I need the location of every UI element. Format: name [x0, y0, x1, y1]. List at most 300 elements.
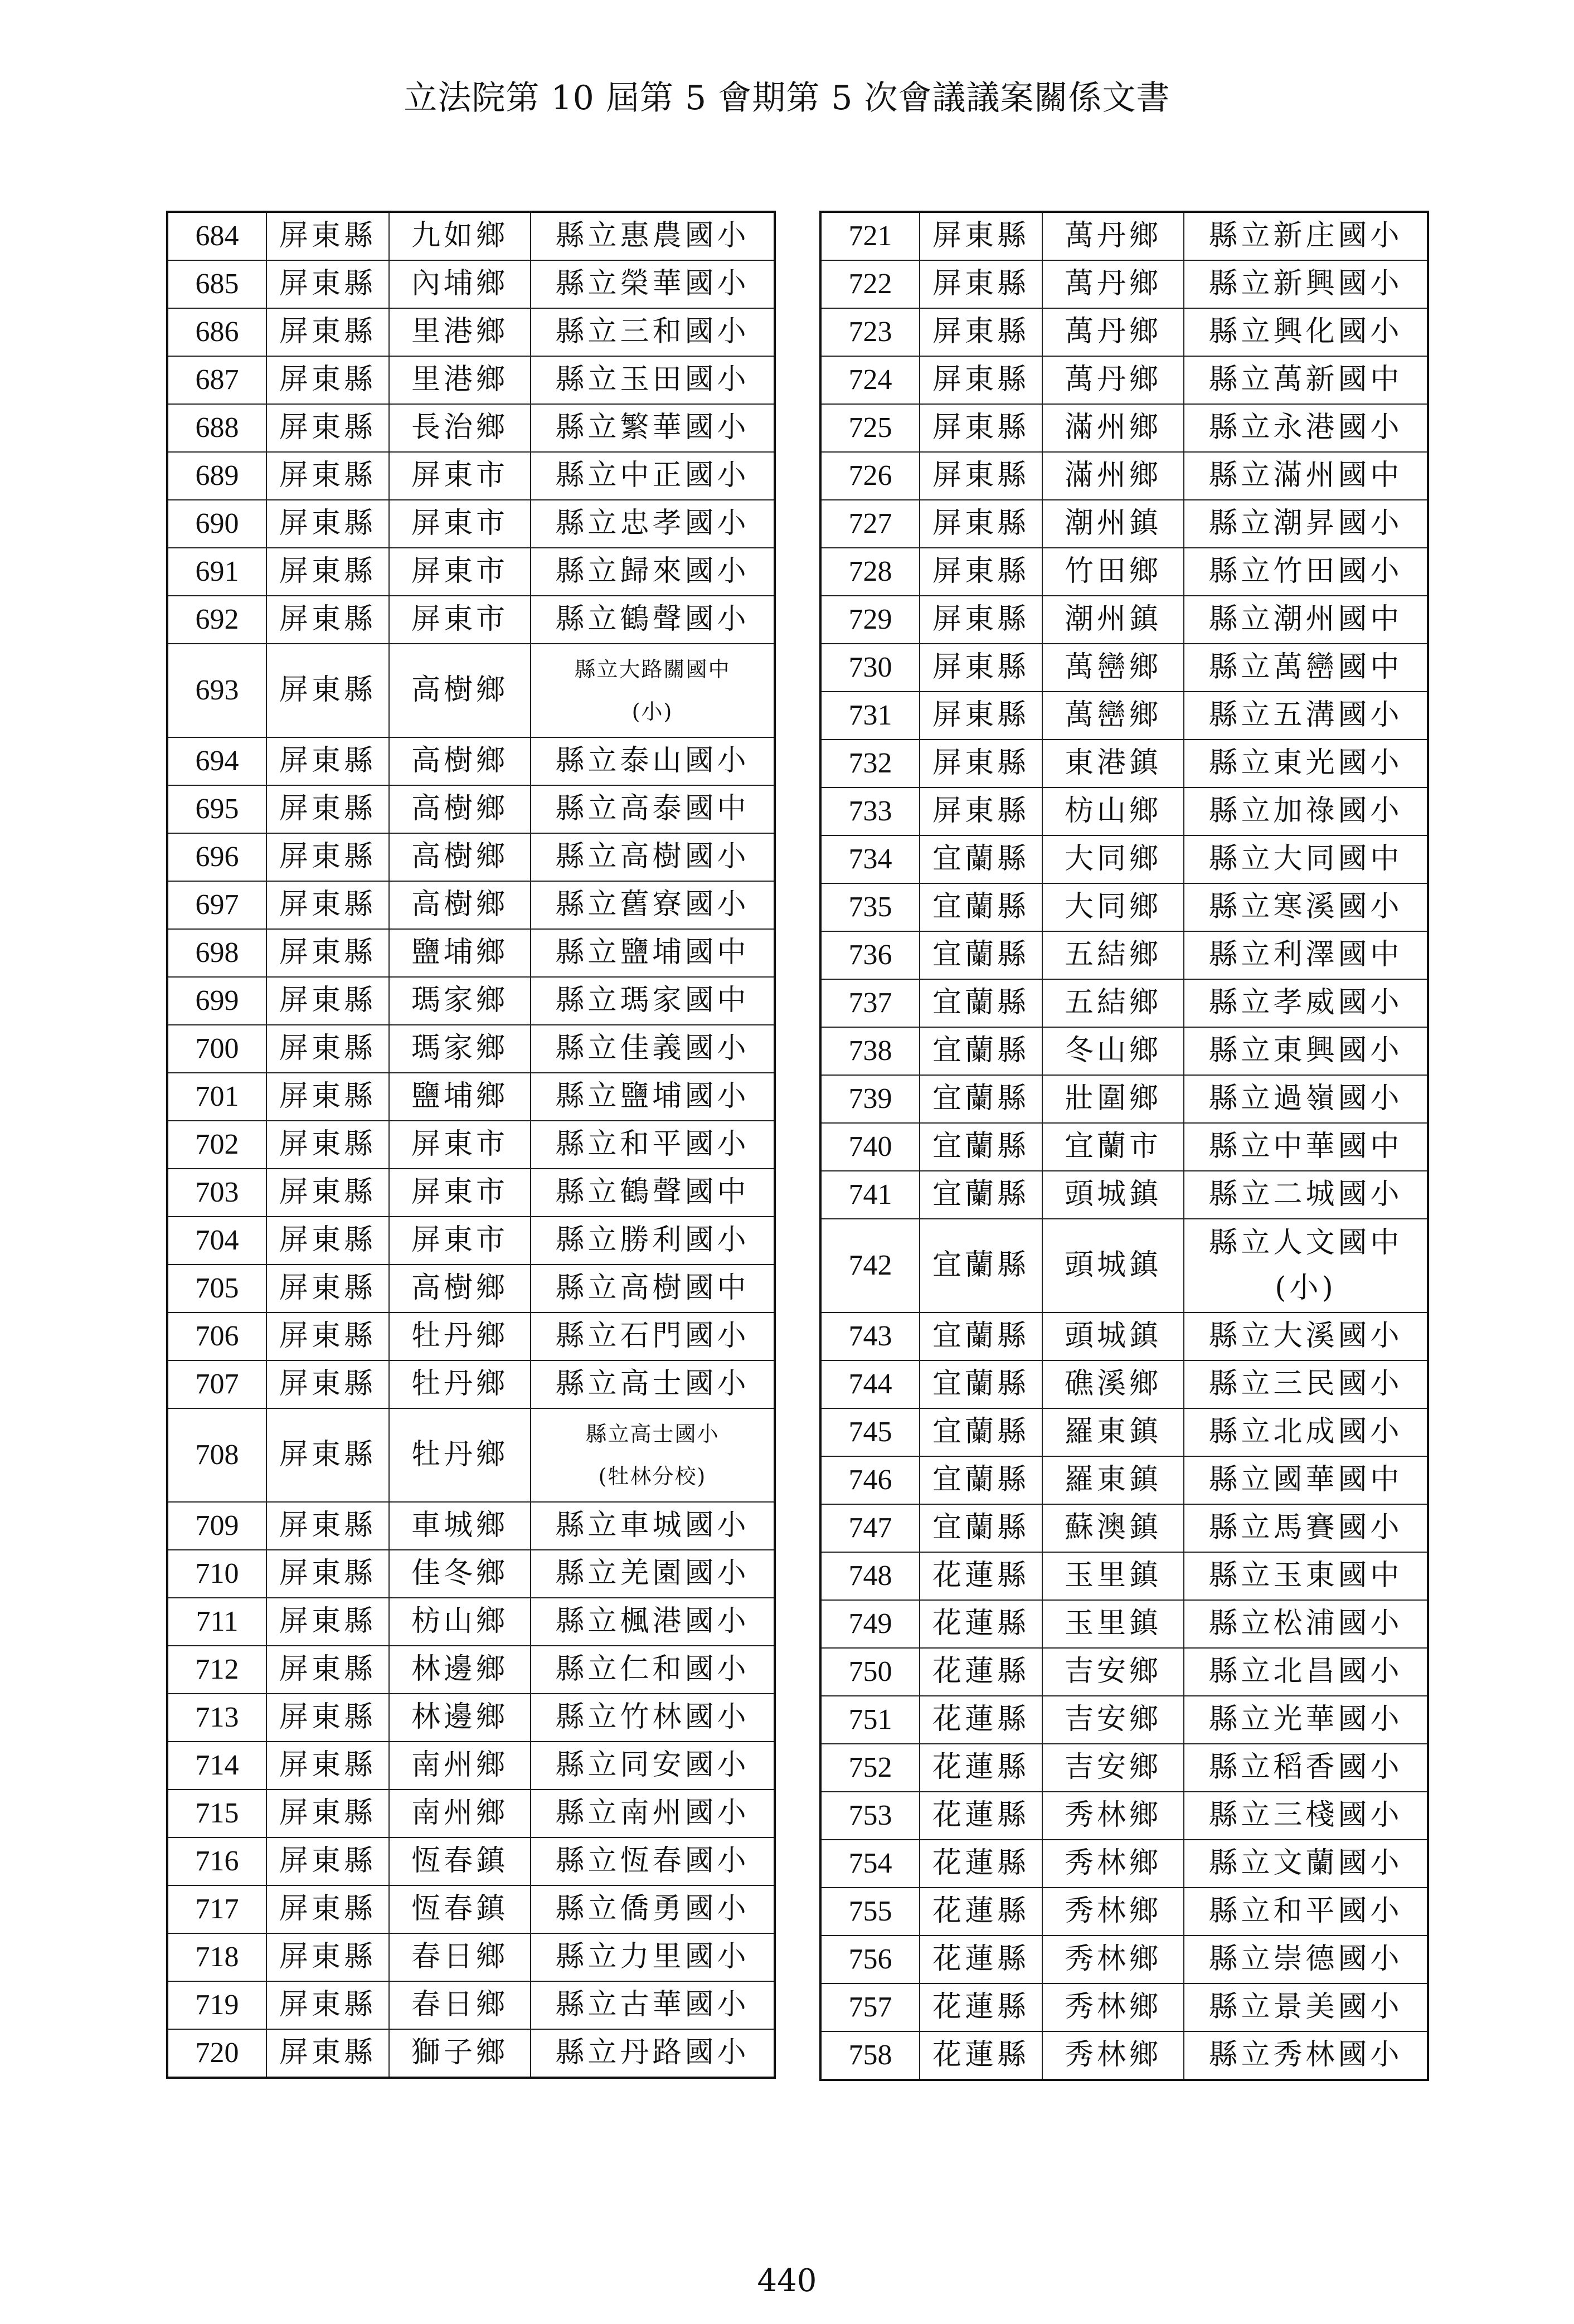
row-number: 694	[167, 737, 266, 785]
county-cell: 宜蘭縣	[920, 1219, 1042, 1312]
row-number: 758	[820, 2031, 920, 2080]
county-cell: 屏東縣	[920, 356, 1042, 404]
township-cell: 頭城鎮	[1042, 1312, 1184, 1360]
table-row	[167, 1837, 775, 1885]
county-cell: 花蓮縣	[920, 1936, 1042, 1983]
school-name-cell: 縣立過嶺國小	[1184, 1075, 1428, 1123]
township-cell: 吉安鄉	[1042, 1744, 1184, 1792]
county-cell: 宜蘭縣	[920, 1027, 1042, 1075]
township-cell: 五結鄉	[1042, 931, 1184, 979]
school-name-cell: 縣立崇德國小	[1184, 1936, 1428, 1983]
county-cell: 宜蘭縣	[920, 1408, 1042, 1456]
row-number: 751	[820, 1696, 920, 1744]
school-name-line: 縣立高士國小	[585, 1422, 720, 1446]
row-number: 699	[167, 977, 266, 1025]
school-name-cell: 縣立國華國中	[1184, 1456, 1428, 1504]
row-number: 697	[167, 881, 266, 929]
township-cell: 潮州鎮	[1042, 500, 1184, 548]
township-cell: 鹽埔鄉	[389, 929, 531, 977]
row-number: 725	[820, 404, 920, 452]
township-cell: 恆春鎮	[389, 1837, 531, 1885]
row-number: 708	[167, 1408, 266, 1502]
table-row	[167, 212, 775, 260]
row-number: 696	[167, 833, 266, 881]
school-name-cell	[1184, 1219, 1428, 1312]
page-number: 440	[757, 2263, 817, 2299]
school-name-cell: 縣立中正國小	[531, 452, 775, 500]
school-name-cell: 縣立松浦國小	[1184, 1600, 1428, 1648]
row-number: 722	[820, 260, 920, 308]
table-row	[820, 1840, 1428, 1888]
table-row	[820, 1504, 1428, 1552]
table-row	[167, 1169, 775, 1217]
table-row	[167, 1981, 775, 2029]
township-cell: 萬丹鄉	[1042, 212, 1184, 260]
township-cell: 內埔鄉	[389, 260, 531, 308]
county-cell: 屏東縣	[266, 1360, 389, 1408]
table-row	[167, 929, 775, 977]
school-name-cell: 縣立新庄國小	[1184, 212, 1428, 260]
table-row	[167, 308, 775, 356]
township-cell: 高樹鄉	[389, 1265, 531, 1312]
township-cell: 高樹鄉	[389, 737, 531, 785]
row-number: 690	[167, 500, 266, 548]
county-cell: 屏東縣	[266, 1981, 389, 2029]
row-number: 710	[167, 1550, 266, 1598]
school-name-cell: 縣立車城國小	[531, 1502, 775, 1550]
table-row	[820, 1171, 1428, 1219]
township-cell: 萬丹鄉	[1042, 308, 1184, 356]
school-name-cell: 縣立竹林國小	[531, 1694, 775, 1742]
township-cell: 牡丹鄉	[389, 1312, 531, 1360]
table-row	[820, 1696, 1428, 1744]
county-cell: 花蓮縣	[920, 1888, 1042, 1936]
school-name-cell: 縣立稻香國小	[1184, 1744, 1428, 1792]
school-name-cell: 縣立羌園國小	[531, 1550, 775, 1598]
row-number: 717	[167, 1885, 266, 1933]
county-cell: 屏東縣	[266, 1121, 389, 1169]
township-cell: 冬山鄉	[1042, 1027, 1184, 1075]
county-cell: 宜蘭縣	[920, 1456, 1042, 1504]
table-row	[167, 1598, 775, 1646]
county-cell: 花蓮縣	[920, 1552, 1042, 1600]
county-cell: 屏東縣	[920, 787, 1042, 835]
county-cell: 屏東縣	[920, 212, 1042, 260]
table-row	[820, 404, 1428, 452]
school-name-suffix: (小)	[1275, 1271, 1337, 1305]
township-cell: 秀林鄉	[1042, 1936, 1184, 1983]
township-cell: 南州鄉	[389, 1790, 531, 1837]
school-name-cell: 縣立高士國小	[531, 1360, 775, 1408]
township-cell: 高樹鄉	[389, 644, 531, 737]
school-name-cell: 縣立舊寮國小	[531, 881, 775, 929]
township-cell: 里港鄉	[389, 356, 531, 404]
school-name-cell: 縣立北昌國小	[1184, 1648, 1428, 1696]
township-cell: 秀林鄉	[1042, 1792, 1184, 1840]
county-cell: 宜蘭縣	[920, 979, 1042, 1027]
school-name-cell: 縣立繁華國小	[531, 404, 775, 452]
county-cell: 屏東縣	[266, 1742, 389, 1790]
county-cell: 宜蘭縣	[920, 1312, 1042, 1360]
school-name-cell: 縣立北成國小	[1184, 1408, 1428, 1456]
row-number: 716	[167, 1837, 266, 1885]
county-cell: 屏東縣	[266, 1885, 389, 1933]
township-cell: 枋山鄉	[1042, 787, 1184, 835]
row-number: 684	[167, 212, 266, 260]
county-cell: 宜蘭縣	[920, 931, 1042, 979]
county-cell: 屏東縣	[266, 1598, 389, 1646]
township-cell: 潮州鎮	[1042, 596, 1184, 644]
row-number: 707	[167, 1360, 266, 1408]
county-cell: 花蓮縣	[920, 2031, 1042, 2080]
table-row	[820, 260, 1428, 308]
township-cell: 林邊鄉	[389, 1694, 531, 1742]
table-row	[820, 2031, 1428, 2080]
county-cell: 屏東縣	[266, 2029, 389, 2078]
school-name-cell: 縣立玉東國中	[1184, 1552, 1428, 1600]
row-number: 691	[167, 548, 266, 596]
township-cell: 玉里鎮	[1042, 1552, 1184, 1600]
row-number: 738	[820, 1027, 920, 1075]
table-row	[820, 308, 1428, 356]
county-cell: 屏東縣	[920, 308, 1042, 356]
table-row	[167, 1025, 775, 1073]
township-cell: 瑪家鄉	[389, 977, 531, 1025]
county-cell: 屏東縣	[266, 1933, 389, 1981]
table-row	[167, 1885, 775, 1933]
township-cell: 獅子鄉	[389, 2029, 531, 2078]
township-cell: 高樹鄉	[389, 881, 531, 929]
township-cell: 竹田鄉	[1042, 548, 1184, 596]
school-name-cell: 縣立恆春國小	[531, 1837, 775, 1885]
school-name-cell: 縣立和平國小	[531, 1121, 775, 1169]
table-row	[820, 644, 1428, 692]
township-cell: 壯圍鄉	[1042, 1075, 1184, 1123]
township-cell: 枋山鄉	[389, 1598, 531, 1646]
township-cell: 滿州鄉	[1042, 452, 1184, 500]
township-cell: 秀林鄉	[1042, 2031, 1184, 2080]
row-number: 714	[167, 1742, 266, 1790]
township-cell: 屏東市	[389, 452, 531, 500]
county-cell: 花蓮縣	[920, 1744, 1042, 1792]
township-cell: 滿州鄉	[1042, 404, 1184, 452]
township-cell: 鹽埔鄉	[389, 1073, 531, 1121]
county-cell: 屏東縣	[266, 929, 389, 977]
county-cell: 屏東縣	[920, 500, 1042, 548]
table-row	[820, 1123, 1428, 1171]
county-cell: 花蓮縣	[920, 1792, 1042, 1840]
table-row	[167, 881, 775, 929]
school-name-cell: 縣立鶴聲國中	[531, 1169, 775, 1217]
township-cell: 車城鄉	[389, 1502, 531, 1550]
school-name-cell: 縣立勝利國小	[531, 1217, 775, 1265]
table-row	[820, 835, 1428, 883]
row-number: 703	[167, 1169, 266, 1217]
table-row	[167, 2029, 775, 2078]
table-row	[167, 260, 775, 308]
school-table-right	[819, 211, 1429, 2081]
row-number: 686	[167, 308, 266, 356]
county-cell: 屏東縣	[920, 596, 1042, 644]
row-number: 695	[167, 785, 266, 833]
table-row	[167, 644, 775, 737]
township-cell: 大同鄉	[1042, 835, 1184, 883]
school-name-cell	[531, 644, 775, 737]
township-cell: 頭城鎮	[1042, 1171, 1184, 1219]
table-row	[167, 548, 775, 596]
school-name-cell: 縣立瑪家國中	[531, 977, 775, 1025]
table-row	[820, 1648, 1428, 1696]
row-number: 752	[820, 1744, 920, 1792]
township-cell: 瑪家鄉	[389, 1025, 531, 1073]
township-cell: 里港鄉	[389, 308, 531, 356]
township-cell: 秀林鄉	[1042, 1983, 1184, 2031]
county-cell: 屏東縣	[266, 644, 389, 737]
township-cell: 萬丹鄉	[1042, 356, 1184, 404]
row-number: 742	[820, 1219, 920, 1312]
row-number: 735	[820, 883, 920, 931]
row-number: 745	[820, 1408, 920, 1456]
table-row	[167, 1742, 775, 1790]
row-number: 746	[820, 1456, 920, 1504]
row-number: 702	[167, 1121, 266, 1169]
table-row	[820, 1744, 1428, 1792]
township-cell: 玉里鎮	[1042, 1600, 1184, 1648]
school-table-left	[166, 211, 776, 2079]
school-name-cell: 縣立大同國中	[1184, 835, 1428, 883]
row-number: 733	[820, 787, 920, 835]
row-number: 701	[167, 1073, 266, 1121]
school-name-cell: 縣立佳義國小	[531, 1025, 775, 1073]
row-number: 713	[167, 1694, 266, 1742]
school-name-cell: 縣立萬新國中	[1184, 356, 1428, 404]
table-row	[167, 1121, 775, 1169]
county-cell: 屏東縣	[266, 785, 389, 833]
row-number: 736	[820, 931, 920, 979]
school-name-cell: 縣立新興國小	[1184, 260, 1428, 308]
county-cell: 屏東縣	[266, 260, 389, 308]
row-number: 732	[820, 740, 920, 787]
school-name-cell: 縣立忠孝國小	[531, 500, 775, 548]
row-number: 718	[167, 1933, 266, 1981]
township-cell: 春日鄉	[389, 1933, 531, 1981]
school-name-cell: 縣立仁和國小	[531, 1646, 775, 1694]
county-cell: 屏東縣	[920, 740, 1042, 787]
row-number: 705	[167, 1265, 266, 1312]
school-name-cell: 縣立鹽埔國小	[531, 1073, 775, 1121]
school-name-cell: 縣立高泰國中	[531, 785, 775, 833]
document-header: 立法院第 10 屆第 5 會期第 5 次會議議案關係文書	[404, 79, 1170, 118]
table-row	[167, 1502, 775, 1550]
table-row	[167, 596, 775, 644]
township-cell: 屏東市	[389, 1169, 531, 1217]
county-cell: 宜蘭縣	[920, 1123, 1042, 1171]
table-row	[167, 833, 775, 881]
row-number: 711	[167, 1598, 266, 1646]
township-cell: 羅東鎮	[1042, 1408, 1184, 1456]
county-cell: 屏東縣	[266, 1694, 389, 1742]
school-name-cell: 縣立鶴聲國小	[531, 596, 775, 644]
township-cell: 九如鄉	[389, 212, 531, 260]
row-number: 723	[820, 308, 920, 356]
table-row	[820, 596, 1428, 644]
county-cell: 屏東縣	[266, 1837, 389, 1885]
table-row	[167, 737, 775, 785]
table-row	[820, 1408, 1428, 1456]
county-cell: 屏東縣	[266, 1790, 389, 1837]
table-row	[820, 1552, 1428, 1600]
county-cell: 屏東縣	[266, 212, 389, 260]
row-number: 698	[167, 929, 266, 977]
row-number: 704	[167, 1217, 266, 1265]
row-number: 731	[820, 692, 920, 740]
table-row	[820, 1360, 1428, 1408]
county-cell: 宜蘭縣	[920, 1360, 1042, 1408]
school-name-line: 縣立大路關國中	[574, 657, 731, 682]
school-name-cell: 縣立滿州國中	[1184, 452, 1428, 500]
table-row	[167, 1265, 775, 1312]
row-number: 709	[167, 1502, 266, 1550]
school-name-cell: 縣立馬賽國小	[1184, 1504, 1428, 1552]
township-cell: 牡丹鄉	[389, 1408, 531, 1502]
row-number: 693	[167, 644, 266, 737]
table-row	[820, 692, 1428, 740]
township-cell: 礁溪鄉	[1042, 1360, 1184, 1408]
township-cell: 頭城鎮	[1042, 1219, 1184, 1312]
county-cell: 宜蘭縣	[920, 835, 1042, 883]
school-name-cell: 縣立三和國小	[531, 308, 775, 356]
county-cell: 屏東縣	[266, 308, 389, 356]
county-cell: 屏東縣	[266, 1646, 389, 1694]
table-row	[820, 1027, 1428, 1075]
school-name-cell: 縣立古華國小	[531, 1981, 775, 2029]
school-name-line: 縣立人文國中	[1208, 1226, 1403, 1260]
school-name-cell: 縣立高樹國小	[531, 833, 775, 881]
county-cell: 花蓮縣	[920, 1840, 1042, 1888]
table-row	[167, 1933, 775, 1981]
township-cell: 秀林鄉	[1042, 1840, 1184, 1888]
school-name-cell: 縣立五溝國小	[1184, 692, 1428, 740]
county-cell: 屏東縣	[266, 404, 389, 452]
school-name-cell: 縣立力里國小	[531, 1933, 775, 1981]
county-cell: 屏東縣	[266, 548, 389, 596]
township-cell: 宜蘭市	[1042, 1123, 1184, 1171]
township-cell: 南州鄉	[389, 1742, 531, 1790]
county-cell: 屏東縣	[266, 1025, 389, 1073]
school-name-cell: 縣立三棧國小	[1184, 1792, 1428, 1840]
table-row	[820, 740, 1428, 787]
county-cell: 宜蘭縣	[920, 1504, 1042, 1552]
row-number: 687	[167, 356, 266, 404]
school-name-cell: 縣立高樹國中	[531, 1265, 775, 1312]
school-name-cell: 縣立東光國小	[1184, 740, 1428, 787]
row-number: 685	[167, 260, 266, 308]
township-cell: 牡丹鄉	[389, 1360, 531, 1408]
row-number: 739	[820, 1075, 920, 1123]
county-cell: 屏東縣	[266, 1073, 389, 1121]
township-cell: 屏東市	[389, 548, 531, 596]
table-row	[820, 500, 1428, 548]
school-name-cell: 縣立丹路國小	[531, 2029, 775, 2078]
table-row	[167, 785, 775, 833]
county-cell: 宜蘭縣	[920, 883, 1042, 931]
township-cell: 屏東市	[389, 1121, 531, 1169]
table-row	[820, 1312, 1428, 1360]
row-number: 712	[167, 1646, 266, 1694]
row-number: 727	[820, 500, 920, 548]
school-name-cell: 縣立東興國小	[1184, 1027, 1428, 1075]
township-cell: 春日鄉	[389, 1981, 531, 2029]
county-cell: 屏東縣	[920, 260, 1042, 308]
table-row	[820, 1456, 1428, 1504]
row-number: 753	[820, 1792, 920, 1840]
table-row	[820, 1600, 1428, 1648]
school-name-cell: 縣立潮昇國小	[1184, 500, 1428, 548]
township-cell: 高樹鄉	[389, 833, 531, 881]
school-name-cell: 縣立南州國小	[531, 1790, 775, 1837]
school-name-cell: 縣立加祿國小	[1184, 787, 1428, 835]
school-name-cell: 縣立泰山國小	[531, 737, 775, 785]
township-cell: 佳冬鄉	[389, 1550, 531, 1598]
township-cell: 吉安鄉	[1042, 1648, 1184, 1696]
county-cell: 屏東縣	[920, 644, 1042, 692]
township-cell: 東港鎮	[1042, 740, 1184, 787]
table-row	[820, 1983, 1428, 2031]
row-number: 688	[167, 404, 266, 452]
school-name-cell: 縣立玉田國小	[531, 356, 775, 404]
table-row	[820, 1888, 1428, 1936]
school-name-cell: 縣立中華國中	[1184, 1123, 1428, 1171]
row-number: 724	[820, 356, 920, 404]
table-row	[820, 1792, 1428, 1840]
school-name-cell: 縣立潮州國中	[1184, 596, 1428, 644]
county-cell: 屏東縣	[266, 356, 389, 404]
row-number: 719	[167, 1981, 266, 2029]
table-row	[167, 1694, 775, 1742]
county-cell: 宜蘭縣	[920, 1171, 1042, 1219]
table-row	[820, 1219, 1428, 1312]
school-name-cell: 縣立榮華國小	[531, 260, 775, 308]
county-cell: 宜蘭縣	[920, 1075, 1042, 1123]
row-number: 747	[820, 1504, 920, 1552]
table-row	[820, 548, 1428, 596]
school-name-cell: 縣立寒溪國小	[1184, 883, 1428, 931]
township-cell: 秀林鄉	[1042, 1888, 1184, 1936]
table-row	[167, 1360, 775, 1408]
county-cell: 屏東縣	[920, 548, 1042, 596]
table-row	[167, 1408, 775, 1502]
table-row	[167, 977, 775, 1025]
row-number: 692	[167, 596, 266, 644]
row-number: 743	[820, 1312, 920, 1360]
county-cell: 花蓮縣	[920, 1696, 1042, 1744]
county-cell: 屏東縣	[266, 1265, 389, 1312]
row-number: 737	[820, 979, 920, 1027]
table-row	[820, 212, 1428, 260]
table-row	[167, 356, 775, 404]
township-cell: 恆春鎮	[389, 1885, 531, 1933]
row-number: 744	[820, 1360, 920, 1408]
school-name-cell: 縣立二城國小	[1184, 1171, 1428, 1219]
county-cell: 屏東縣	[266, 452, 389, 500]
table-row	[167, 1646, 775, 1694]
row-number: 689	[167, 452, 266, 500]
school-name-cell: 縣立文蘭國小	[1184, 1840, 1428, 1888]
township-cell: 林邊鄉	[389, 1646, 531, 1694]
table-row	[167, 452, 775, 500]
row-number: 715	[167, 1790, 266, 1837]
township-cell: 五結鄉	[1042, 979, 1184, 1027]
